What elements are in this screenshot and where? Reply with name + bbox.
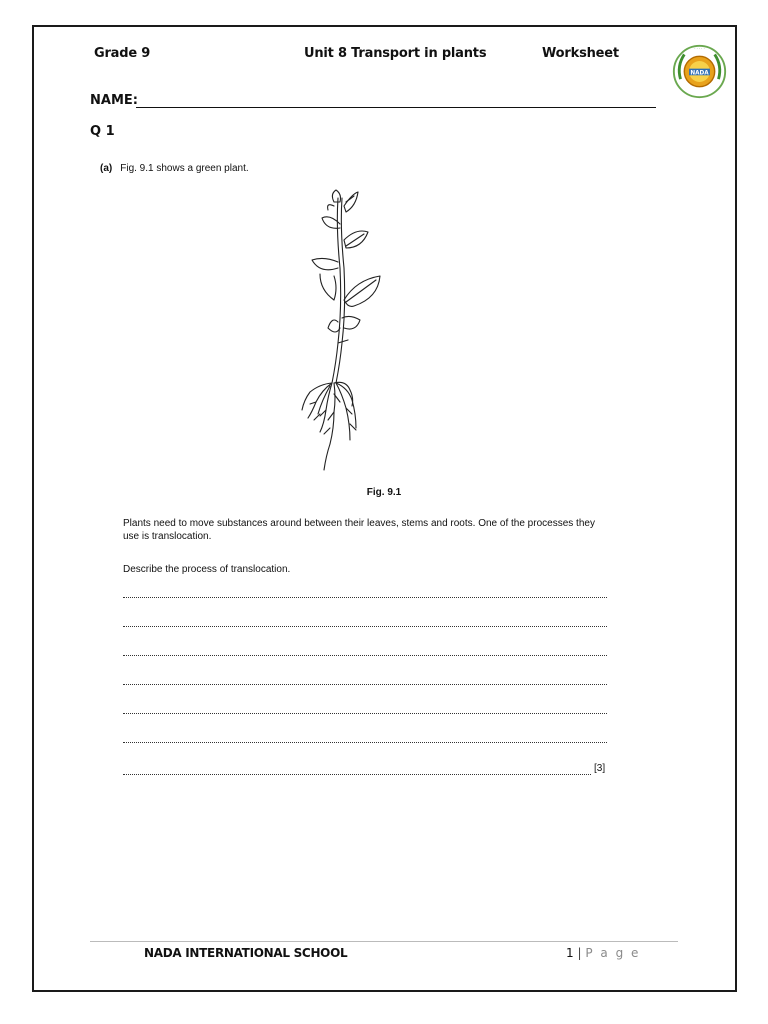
grade-label: Grade 9 (94, 46, 151, 61)
worksheet-label: Worksheet (542, 46, 619, 61)
question-instruction: Describe the process of translocation. (123, 564, 291, 575)
answer-line-2[interactable] (123, 625, 607, 627)
answer-line-4[interactable] (123, 683, 607, 685)
marks-label: [3] (594, 763, 606, 774)
part-label: (a) (100, 163, 113, 174)
footer-page-indicator (566, 946, 640, 960)
page-separator: | (577, 946, 582, 960)
question-part-a (100, 163, 249, 174)
answer-line-7[interactable] (123, 773, 591, 775)
page-number: 1 (566, 946, 574, 960)
answer-line-6[interactable] (123, 741, 607, 743)
plant-illustration (290, 188, 390, 473)
footer-rule (90, 941, 678, 942)
footer-school-name: NADA INTERNATIONAL SCHOOL (144, 946, 348, 960)
svg-text:NADA: NADA (690, 70, 709, 77)
answer-line-1[interactable] (123, 596, 607, 598)
name-label: NAME: (90, 93, 138, 108)
name-field[interactable] (136, 107, 656, 108)
question-number: Q 1 (90, 124, 115, 139)
answer-line-3[interactable] (123, 654, 607, 656)
unit-title: Unit 8 Transport in plants (304, 46, 487, 61)
svg-text:· · · · ·: · · · · · (694, 46, 705, 51)
figure-caption: Fig. 9.1 (366, 487, 402, 498)
page-word: P a g e (585, 946, 641, 960)
answer-line-5[interactable] (123, 712, 607, 714)
school-crest-logo (671, 43, 728, 100)
question-paragraph: Plants need to move substances around between their leaves, stems and roots. One of the processes they use is translocation. (123, 518, 595, 542)
part-text: Fig. 9.1 shows a green plant. (120, 163, 249, 174)
